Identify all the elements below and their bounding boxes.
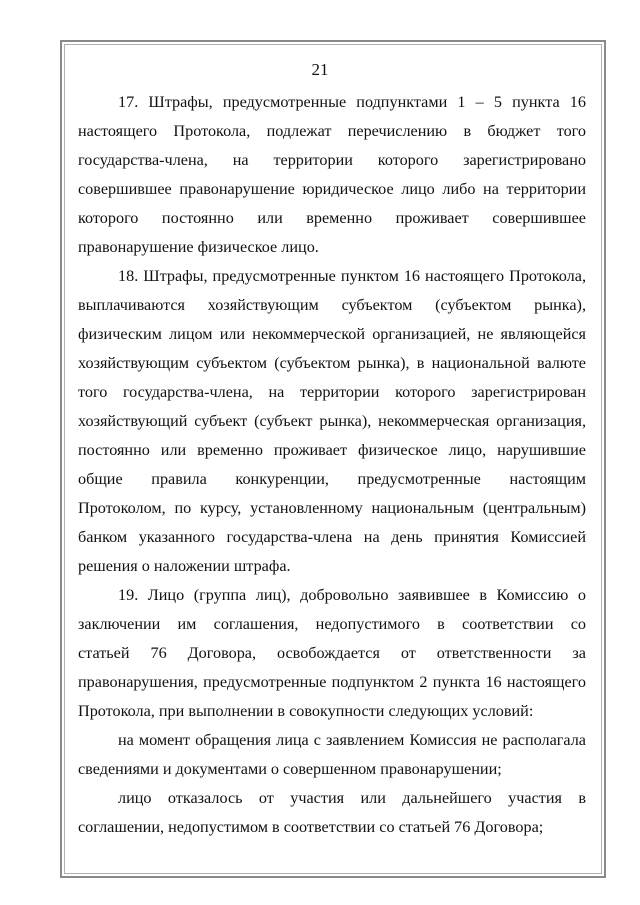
text-line: банком указанного государства-члена на день принятия Комиссией	[78, 528, 586, 546]
text-line: 19. Лицо (группа лиц), добровольно заявившее в Комиссию о	[118, 586, 586, 604]
text-line: 17. Штрафы, предусмотренные подпунктами 1 – 5 пункта 16	[118, 93, 586, 111]
text-line: сведениями и документами о совершенном правонарушении;	[78, 760, 502, 778]
text-line: соглашении, недопустимом в соответствии со статьей 76 Договора;	[78, 818, 544, 836]
text-line: хозяйствующим субъектом (субъектом рынка), в национальной валюте	[78, 354, 586, 372]
paragraph-19	[78, 581, 586, 726]
text-line: заключении им соглашения, недопустимого в соответствии со	[78, 615, 586, 633]
text-line: постоянно или временно проживает физическое лицо, нарушившие	[78, 441, 586, 459]
text-line: настоящего Протокола, подлежат перечислению в бюджет того	[78, 122, 586, 140]
text-line: правонарушения, предусмотренные подпунктом 2 пункта 16 настоящего	[78, 673, 586, 691]
text-line: того государства-члена, на территории которого зарегистрирован	[78, 383, 586, 401]
text-line: государства-члена, на территории которого зарегистрировано	[78, 151, 586, 169]
text-line: статьей 76 Договора, освобождается от ответственности за	[78, 644, 586, 662]
text-line: выплачиваются хозяйствующим субъектом (субъектом рынка),	[78, 296, 586, 314]
text-line: решения о наложении штрафа.	[78, 557, 291, 575]
text-line: 18. Штрафы, предусмотренные пунктом 16 настоящего Протокола,	[118, 267, 586, 285]
text-line: хозяйствующий субъект (субъект рынка), некоммерческая организация,	[78, 412, 586, 430]
text-line: Протокола, при выполнении в совокупности следующих условий:	[78, 702, 534, 720]
paragraph-19-condition-2	[78, 784, 586, 842]
page-number: 21	[311, 60, 329, 79]
text-line: физическим лицом или некоммерческой организацией, не являющейся	[78, 325, 586, 343]
text-line: лицо отказалось от участия или дальнейшего участия в	[118, 789, 586, 807]
paragraph-18	[78, 262, 586, 581]
text-line: которого постоянно или временно проживает совершившее	[78, 209, 586, 227]
paragraph-19-condition-1	[78, 726, 586, 784]
text-line: совершившее правонарушение юридическое лицо либо на территории	[78, 180, 586, 198]
document-body	[78, 88, 586, 842]
text-line: Протоколом, по курсу, установленному национальным (центральным)	[78, 499, 586, 517]
paragraph-17	[78, 88, 586, 262]
text-line: на момент обращения лица с заявлением Комиссия не располагала	[118, 731, 586, 749]
text-line: правонарушение физическое лицо.	[78, 238, 319, 256]
text-line: общие правила конкуренции, предусмотренные настоящим	[78, 470, 586, 488]
